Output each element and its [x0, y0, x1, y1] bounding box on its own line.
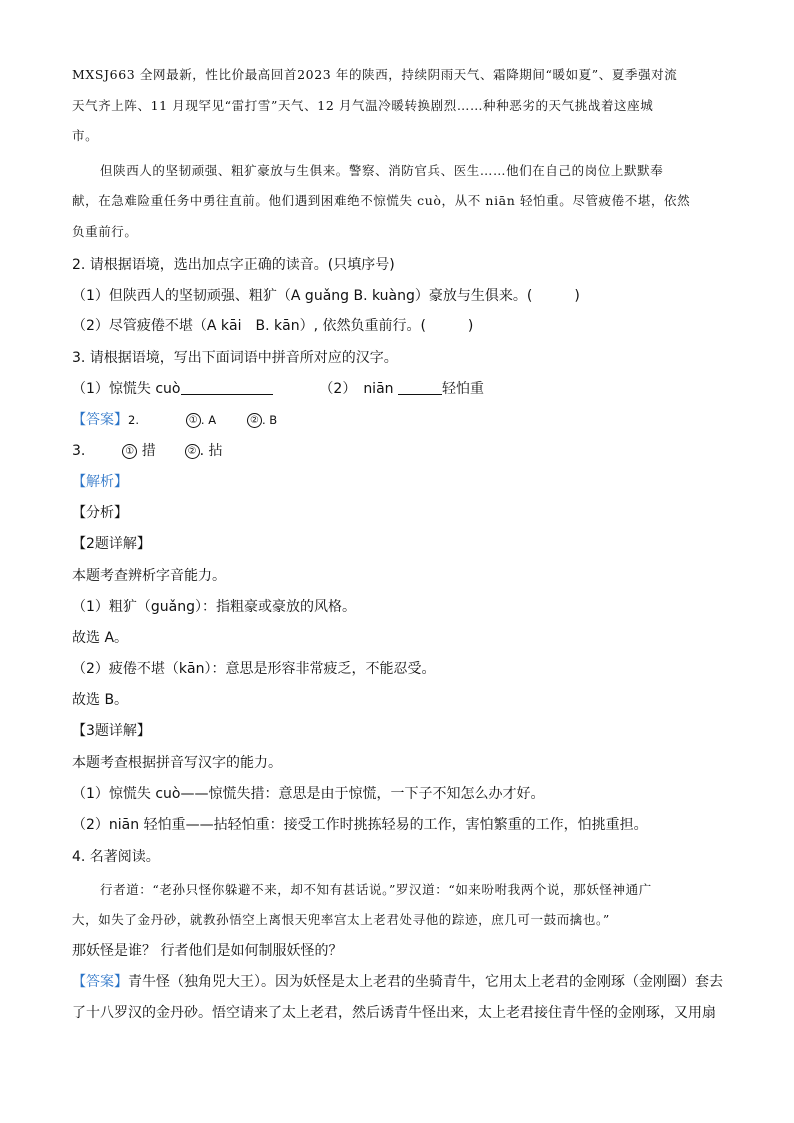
answer-text: 青牛怪（独角兕大王）。因为妖怪是太上老君的坐骑青牛，它用太上老君的金刚琢（金刚圈）套去 [128, 974, 723, 990]
question-3-title: 3. 请根据语境，写出下面词语中拼音所对应的汉字。 [72, 350, 398, 366]
analysis-subheading: 【分析】 [72, 505, 128, 521]
question-2-title: 2. 请根据语境，选出加点字正确的读音。(只填序号) [72, 257, 395, 273]
circled-number: ① [186, 413, 201, 428]
passage-line: 市。 [72, 128, 99, 143]
blank-line [398, 380, 442, 395]
answer-2-line [72, 410, 277, 430]
quote-line: 行者道：“老孙只怪你躲避不来，却不知有甚话说。”罗汉道：“如来吩咐我两个说，那妖怪神通广 [100, 882, 652, 897]
question-2-item-2: （2）尽管疲倦不堪（A kāi B. kān）, 依然负重前行。( ) [72, 318, 474, 334]
detail-2-item-1: （1）粗犷（guǎng）：指粗豪或豪放的风格。 [72, 599, 357, 615]
detail-2-heading: 【2题详解】 [72, 536, 151, 552]
passage-line: 负重前行。 [72, 224, 138, 239]
answer-value: . B [261, 413, 278, 427]
answer-tag: 【答案】 [72, 412, 128, 428]
passage-line: 献，在急难险重任务中勇往直前。他们遇到困难绝不惊慌失 cuò，从不 niān 轻怕重。尽管疲倦不堪，依然 [72, 193, 691, 208]
answer-number: 3. [72, 443, 86, 459]
answer-tag: 【答案】 [72, 974, 128, 990]
circled-number: ② [185, 444, 200, 459]
circled-number: ② [247, 413, 262, 428]
detail-3-item-1: （1）惊慌失 cuò——惊慌失措：意思是由于惊慌，一下子不知怎么办才好。 [72, 786, 545, 802]
detail-3-heading: 【3题详解】 [72, 723, 151, 739]
detail-3-intro: 本题考查根据拼音写汉字的能力。 [72, 755, 282, 771]
question-4-title: 4. 名著阅读。 [72, 849, 160, 865]
question-3-item-2-label: （2） niān [319, 381, 394, 397]
question-4-answer-line [72, 972, 723, 992]
circled-number: ① [122, 444, 137, 459]
question-2-item-1: （1）但陕西人的坚韧顽强、粗犷（A guǎng B. kuàng）豪放与生俱来。( ) [72, 288, 580, 304]
analysis-heading: 【解析】 [72, 474, 128, 490]
passage-line: 但陕西人的坚韧顽强、粗犷豪放与生俱来。警察、消防官兵、医生……他们在自己的岗位上默默奉 [100, 163, 664, 178]
detail-2-item-2-answer: 故选 B。 [72, 692, 129, 708]
answer-value: . 拈 [199, 443, 223, 459]
passage-line: 天气齐上阵、11 月现罕见“雷打雪”天气、12 月气温冷暖转换剧烈……种种恶劣的天气挑战着这座城 [72, 98, 654, 113]
question-4-prompt: 那妖怪是谁？ 行者他们是如何制服妖怪的？ [72, 943, 343, 959]
detail-2-item-2: （2）疲倦不堪（kān）：意思是形容非常疲乏，不能忍受。 [72, 661, 436, 677]
question-4-answer-line: 了十八罗汉的金丹砂。悟空请来了太上老君，然后诱青牛怪出来，太上老君接住青牛怪的金刚琢，又用扇 [72, 1005, 716, 1021]
detail-2-item-1-answer: 故选 A。 [72, 630, 129, 646]
question-3-item-1-label: （1）惊慌失 cuò [72, 381, 181, 397]
answer-number: 2. [128, 413, 139, 427]
blank-line [181, 380, 273, 395]
quote-line: 大，如失了金丹砂，就教孙悟空上离恨天兜率宫太上老君处寻他的踪迹，庶几可一鼓而擒也。” [72, 912, 610, 927]
passage-line: MXSJ663 全网最新，性比价最高回首2023 年的陕西，持续阴雨天气、霜降期间“暖如夏”、夏季强对流 [72, 67, 678, 82]
answer-3-line [72, 441, 223, 461]
question-3-item-2-suffix: 轻怕重 [441, 381, 484, 397]
answer-value: 措 [141, 443, 156, 459]
question-3-items [72, 379, 484, 399]
detail-2-intro: 本题考查辨析字音能力。 [72, 568, 226, 584]
answer-value: . A [200, 413, 217, 427]
detail-3-item-2: （2）niān 轻怕重——拈轻怕重：接受工作时挑拣轻易的工作，害怕繁重的工作，怕挑重担。 [72, 817, 648, 833]
